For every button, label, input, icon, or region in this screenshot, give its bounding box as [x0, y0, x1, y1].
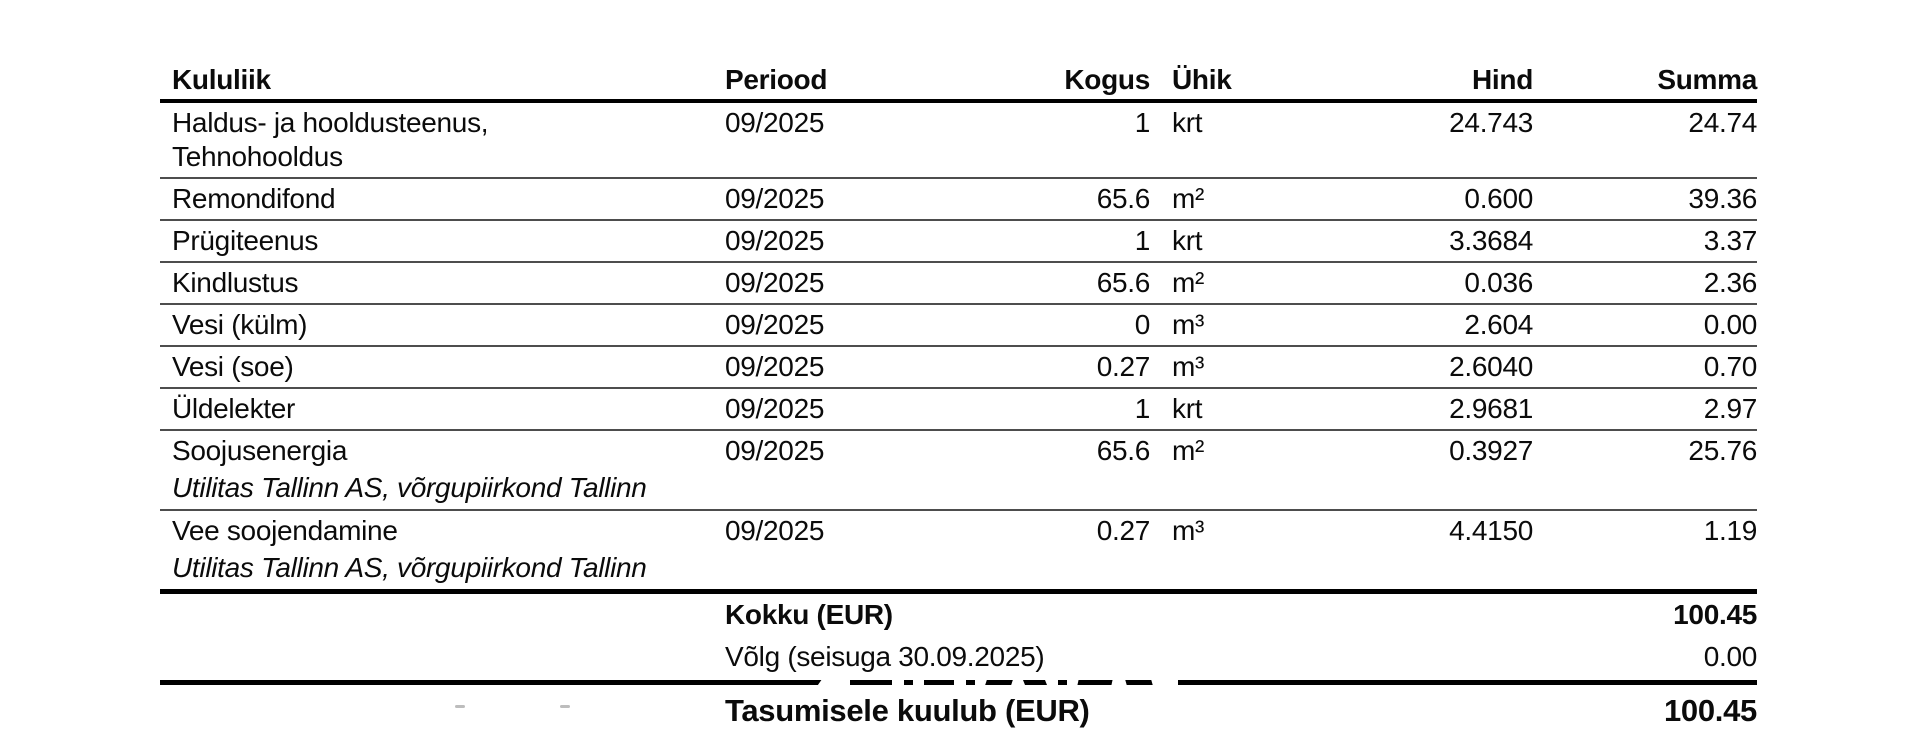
price-cell: 0.036: [1464, 267, 1533, 298]
price-cell: 2.604: [1464, 309, 1533, 340]
price-cell: 4.4150: [1449, 515, 1533, 546]
period-cell: 09/2025: [725, 267, 825, 298]
cost-type-label: Vesi (külm): [172, 309, 308, 340]
table-row: [160, 389, 1757, 431]
cost-type-label: Remondifond: [172, 183, 336, 214]
total-row-tasumisele: [160, 685, 1757, 733]
cost-type-label: Üldelekter: [172, 393, 296, 424]
cost-type-label: Vee soojendamine: [172, 515, 398, 546]
empty-cell: [160, 636, 725, 678]
tasumisele-value: 100.45: [1663, 693, 1757, 728]
cost-breakdown-table: [160, 60, 1757, 733]
col-header-kogus: Kogus: [1064, 64, 1150, 95]
table-row: [160, 263, 1757, 305]
table-row: [160, 347, 1757, 389]
payable-separator-line: [160, 680, 1757, 685]
cost-type-cell: [160, 389, 725, 429]
unit-cell: m³: [1172, 515, 1205, 546]
kokku-value: 100.45: [1673, 599, 1757, 630]
period-cell: 09/2025: [725, 351, 825, 382]
table-row: [160, 221, 1757, 263]
scan-artifact-overlay: [838, 678, 1178, 687]
quantity-cell: 65.6: [1096, 183, 1150, 214]
cost-type-label: Vesi (soe): [172, 351, 294, 382]
tasumisele-label: Tasumisele kuulub (EUR): [725, 693, 1090, 728]
unit-cell: krt: [1172, 225, 1203, 256]
table-header-row: [160, 60, 1757, 103]
amount-cell: 39.36: [1688, 183, 1757, 214]
col-header-hind: Hind: [1471, 64, 1533, 95]
table-row: [160, 103, 1757, 179]
volg-label: Võlg (seisuga 30.09.2025): [725, 641, 1045, 672]
amount-cell: 0.00: [1703, 309, 1757, 340]
col-header-periood: Periood: [725, 64, 828, 95]
table-row: [160, 305, 1757, 347]
unit-cell: krt: [1172, 107, 1203, 138]
cost-type-cell: [160, 103, 725, 177]
price-cell: 0.3927: [1449, 435, 1533, 466]
amount-cell: 2.97: [1703, 393, 1757, 424]
cost-type-cell: [160, 431, 725, 471]
amount-cell: 24.74: [1688, 107, 1757, 138]
price-cell: 2.6040: [1449, 351, 1533, 382]
unit-cell: m²: [1172, 435, 1205, 466]
quantity-cell: 0.27: [1096, 515, 1150, 546]
cost-type-label: Soojusenergia: [172, 435, 348, 466]
quantity-cell: 1: [1134, 107, 1150, 138]
quantity-cell: 1: [1134, 393, 1150, 424]
cost-type-label: Kindlustus: [172, 267, 299, 298]
unit-cell: m²: [1172, 183, 1205, 214]
amount-cell: 1.19: [1703, 515, 1757, 546]
cost-type-cell: [160, 221, 725, 261]
price-cell: 2.9681: [1449, 393, 1533, 424]
provider-note: Utilitas Tallinn AS, võrgupiirkond Tallinn: [172, 472, 647, 503]
unit-cell: m³: [1172, 309, 1205, 340]
unit-cell: m²: [1172, 267, 1205, 298]
scan-artifact-dot: [455, 705, 465, 708]
period-cell: 09/2025: [725, 309, 825, 340]
period-cell: 09/2025: [725, 393, 825, 424]
price-cell: 24.743: [1449, 107, 1533, 138]
cost-type-label: Prügiteenus: [172, 225, 319, 256]
volg-value: 0.00: [1703, 641, 1757, 672]
col-header-kululiik: Kululiik: [172, 64, 271, 95]
quantity-cell: 1: [1134, 225, 1150, 256]
cost-type-cell: [160, 263, 725, 303]
total-row-volg: [160, 636, 1757, 678]
provider-note: Utilitas Tallinn AS, võrgupiirkond Tallinn: [172, 552, 647, 583]
quantity-cell: 0: [1134, 309, 1150, 340]
amount-cell: 3.37: [1703, 225, 1757, 256]
total-row-kokku: [160, 594, 1757, 636]
unit-cell: m³: [1172, 351, 1205, 382]
cost-type-cell: [160, 305, 725, 345]
period-cell: 09/2025: [725, 225, 825, 256]
quantity-cell: 65.6: [1096, 435, 1150, 466]
empty-cell: [160, 594, 725, 636]
table-row: [160, 511, 1757, 589]
period-cell: 09/2025: [725, 435, 825, 466]
table-row: [160, 179, 1757, 221]
cost-type-cell: [160, 347, 725, 387]
period-cell: 09/2025: [725, 107, 825, 138]
price-cell: 0.600: [1464, 183, 1533, 214]
scan-artifact-dot: [560, 705, 570, 708]
col-header-summa: Summa: [1657, 64, 1757, 95]
col-header-yhik: Ühik: [1172, 64, 1232, 95]
cost-type-cell: [160, 511, 725, 551]
cost-type-label-line2: Tehnohooldus: [172, 141, 343, 172]
table-row: [160, 431, 1757, 511]
quantity-cell: 65.6: [1096, 267, 1150, 298]
quantity-cell: 0.27: [1096, 351, 1150, 382]
cost-type-label: Haldus- ja hooldusteenus,: [172, 107, 489, 138]
amount-cell: 25.76: [1688, 435, 1757, 466]
unit-cell: krt: [1172, 393, 1203, 424]
amount-cell: 2.36: [1703, 267, 1757, 298]
cost-type-cell: [160, 179, 725, 219]
amount-cell: 0.70: [1703, 351, 1757, 382]
price-cell: 3.3684: [1449, 225, 1533, 256]
period-cell: 09/2025: [725, 183, 825, 214]
table-body: [160, 103, 1757, 589]
empty-cell: [160, 685, 725, 733]
kokku-label: Kokku (EUR): [725, 599, 893, 630]
period-cell: 09/2025: [725, 515, 825, 546]
